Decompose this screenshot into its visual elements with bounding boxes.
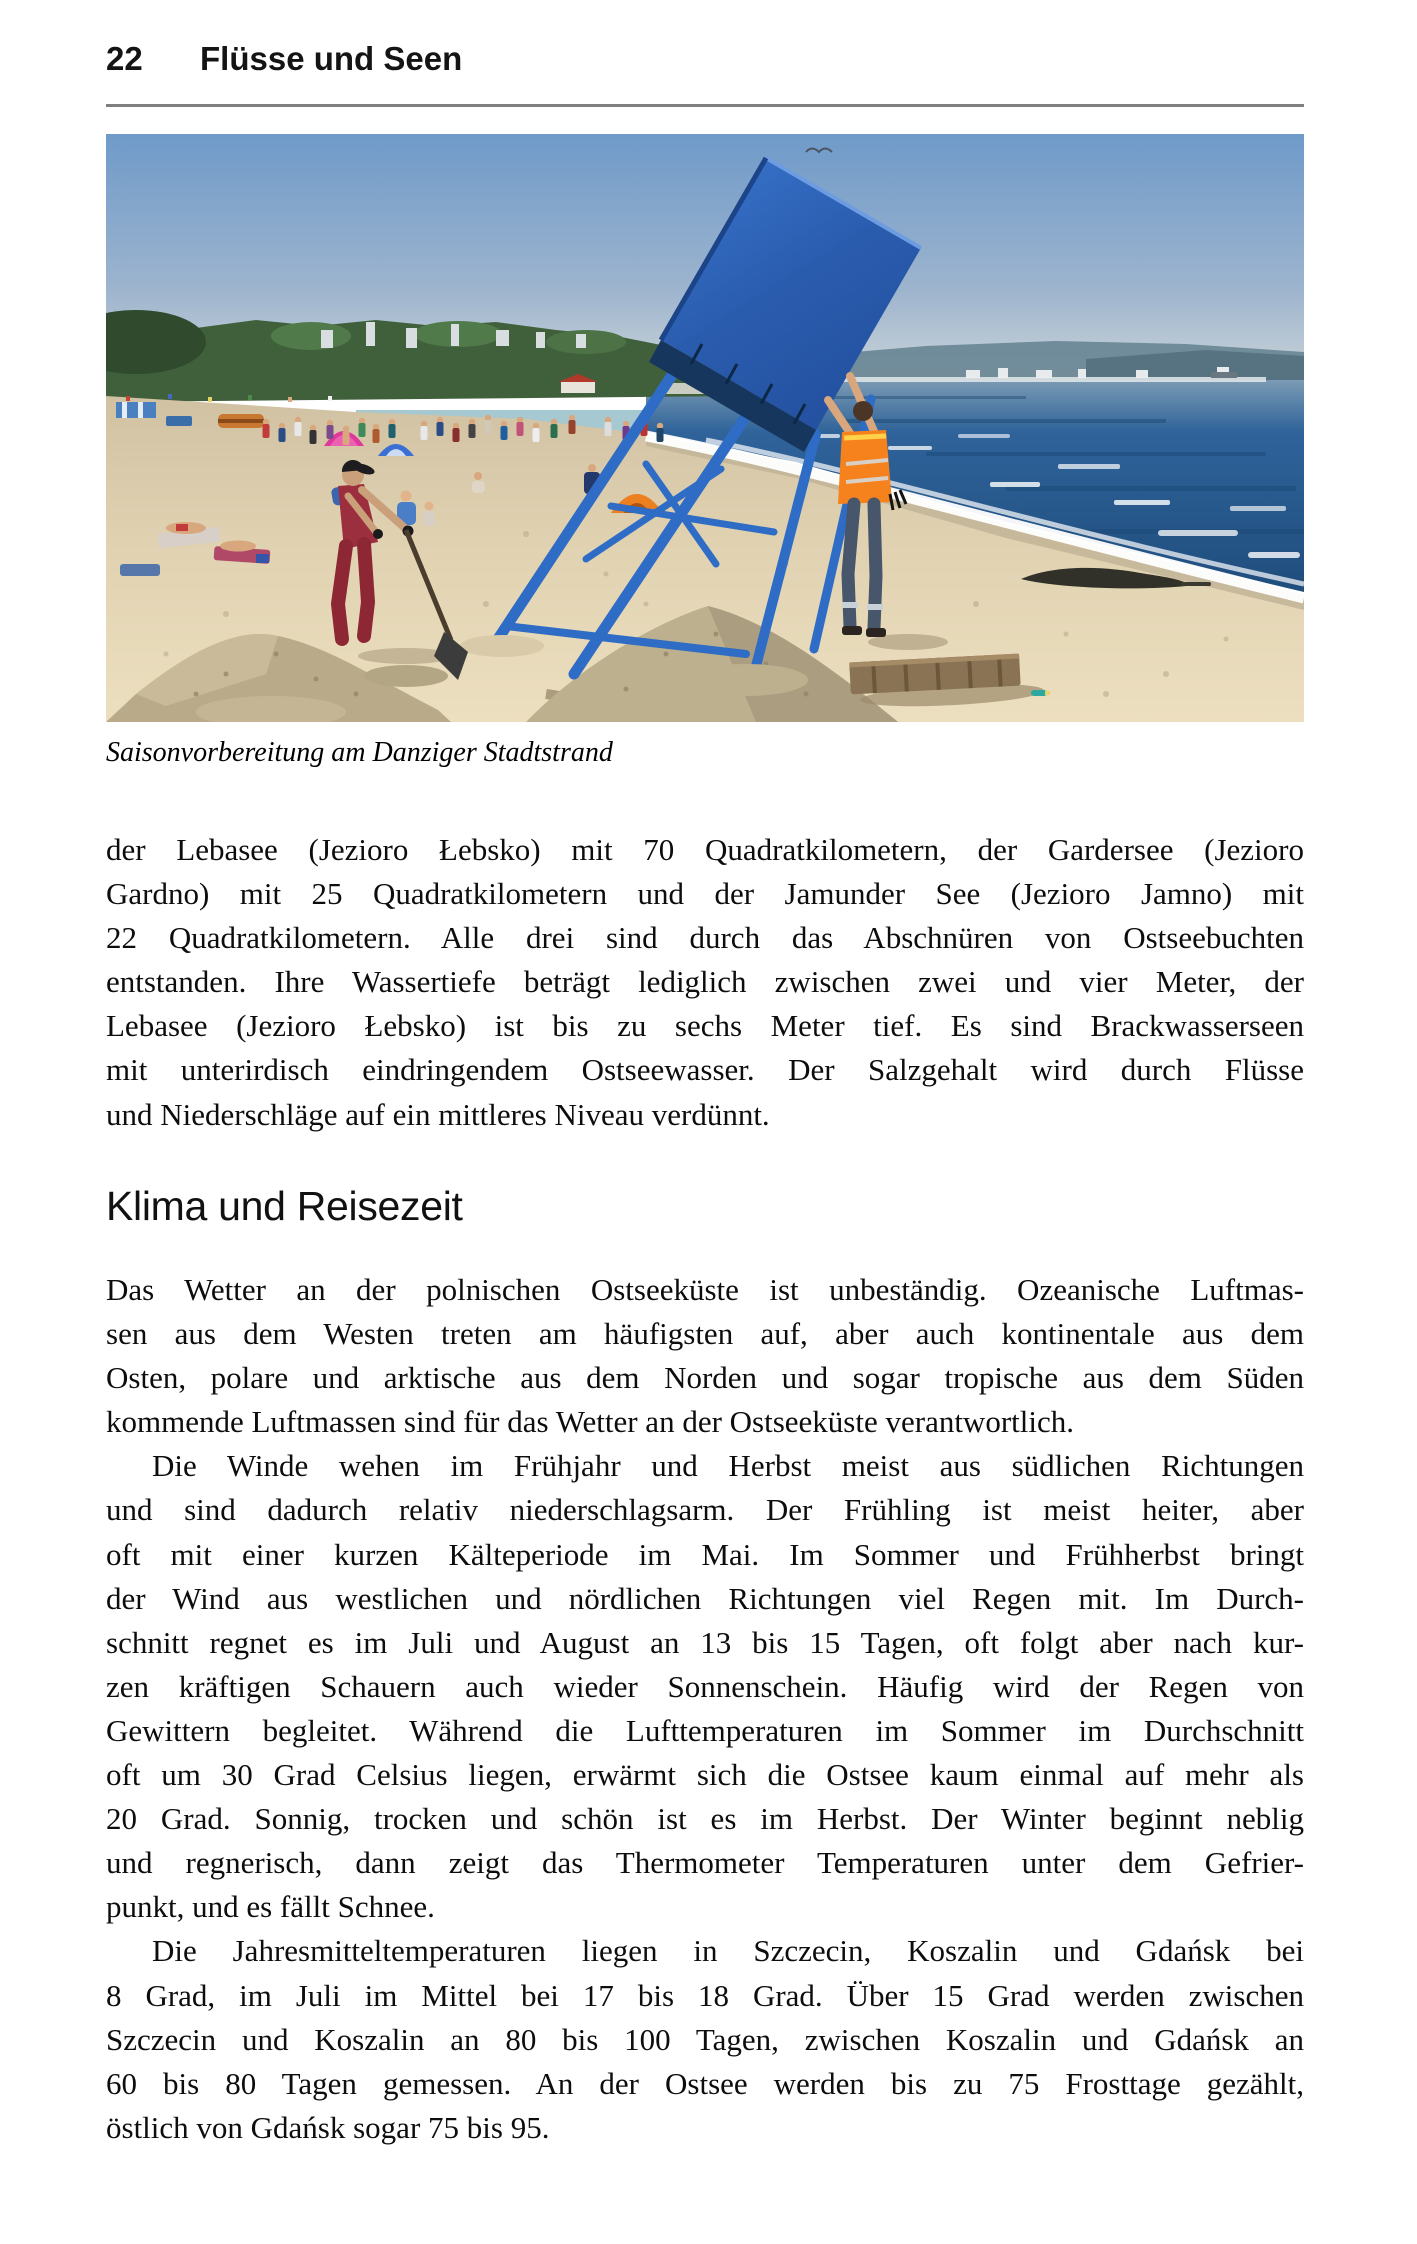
sand-over-legs <box>684 664 808 696</box>
text-line: Das Wetter an der polnischen Ostseeküste ist unbeständig. Ozeanische Luftmas- <box>106 1272 1304 1307</box>
striped-boat <box>218 414 264 428</box>
figure <box>106 134 1304 722</box>
beach-photo <box>106 134 1304 722</box>
text-line: der Wind aus westlichen und nördlichen Richtungen viel Regen mit. Im Durch- <box>106 1580 1304 1616</box>
text-line: Die Jahresmitteltemperaturen liegen in Szczecin, Koszalin und Gdańsk bei <box>152 1933 1304 1969</box>
text-line: oft mit einer kurzen Kälteperiode im Mai. Im Sommer und Frühherbst bringt <box>106 1536 1304 1572</box>
section-heading: Klima und Reisezeit <box>106 1183 463 1229</box>
text-line: und regnerisch, dann zeigt das Thermometer Temperaturen unter dem Gefrier- <box>106 1845 1304 1881</box>
bottle <box>1031 690 1047 696</box>
worker-head <box>853 401 873 421</box>
text-line: sen aus dem Westen treten am häufigsten auf, aber auch kontinentale aus dem <box>106 1316 1304 1352</box>
page-header <box>106 40 1304 80</box>
text-line: Gardno) mit 25 Quadratkilometern und der Jamunder See (Jezioro Jamno) mit <box>106 876 1304 912</box>
header-rule <box>106 104 1304 107</box>
text-line: östlich von Gdańsk sogar 75 bis 95. <box>106 2109 550 2145</box>
text-line: Szczecin und Koszalin an 80 bis 100 Tagen, zwischen Koszalin und Gdańsk an <box>106 2021 1304 2057</box>
text-line: 22 Quadratkilometern. Alle drei sind durch das Abschnüren von Ostseebuchten <box>106 920 1304 956</box>
text-line: oft um 30 Grad Celsius liegen, erwärmt sich die Ostsee kaum einmal auf mehr als <box>106 1757 1304 1793</box>
chapter-title: Flüsse und Seen <box>200 40 463 77</box>
windbreak <box>116 402 156 418</box>
text-line: Lebasee (Jezioro Łebsko) ist bis zu sechs Meter tief. Es sind Brackwasserseen <box>106 1008 1304 1044</box>
text-line: und sind dadurch relativ niederschlagsarm. Der Frühling ist meist heiter, aber <box>106 1492 1304 1528</box>
text-line: Gewittern begleitet. Während die Lufttemperaturen im Sommer im Durchschnitt <box>106 1712 1304 1748</box>
sand-spill <box>364 665 448 687</box>
paragraph-winds <box>106 1444 1304 1929</box>
worker-leg <box>338 546 346 639</box>
beach-chair <box>166 416 192 426</box>
article-body <box>106 1268 1304 2150</box>
text-line: Die Winde wehen im Frühjahr und Herbst meist aus südlichen Richtungen <box>152 1448 1304 1484</box>
paragraph-temperatures <box>106 1929 1304 2149</box>
text-line: 60 bis 80 Tagen gemessen. An der Ostsee werden bis zu 75 Frosttage gezählt, <box>106 2065 1304 2101</box>
page-number: 22 <box>106 40 143 77</box>
text-line: mit unterirdisch eindringendem Ostseewasser. Der Salzgehalt wird durch Flüsse <box>106 1052 1304 1088</box>
sand-over-leg-left <box>460 635 544 657</box>
paragraph-lakes <box>106 828 1304 1137</box>
hi-vis-vest <box>838 430 892 504</box>
text-line: entstanden. Ihre Wassertiefe beträgt lediglich zwischen zwei und vier Meter, der <box>106 964 1304 1000</box>
text-line: Osten, polare und arktische aus dem Norden und sogar tropische aus dem Süden <box>106 1360 1304 1396</box>
text-line: 20 Grad. Sonnig, trocken und schön ist es im Herbst. Der Winter beginnt neblig <box>106 1801 1304 1837</box>
text-line: kommende Luftmassen sind für das Wetter an der Ostseeküste verantwortlich. <box>106 1404 1074 1440</box>
text-line: zen kräftigen Schauern auch wieder Sonnenschein. Häufig wird der Regen von <box>106 1668 1304 1704</box>
photo-caption: Saisonvorbereitung am Danziger Stadtstrand <box>106 737 613 768</box>
text-line: punkt, und es fällt Schnee. <box>106 1889 435 1925</box>
text-line: 8 Grad, im Juli im Mittel bei 17 bis 18 Grad. Über 15 Grad werden zwischen <box>106 1977 1304 2013</box>
text-line: der Lebasee (Jezioro Łebsko) mit 70 Quadratkilometern, der Gardersee (Jezioro <box>106 832 1304 867</box>
text-line: schnitt regnet es im Juli und August an 13 bis 15 Tagen, oft folgt aber nach kur- <box>106 1624 1304 1660</box>
text-line: und Niederschläge auf ein mittleres Niveau verdünnt. <box>106 1096 770 1132</box>
paragraph-weather <box>106 1268 1304 1444</box>
